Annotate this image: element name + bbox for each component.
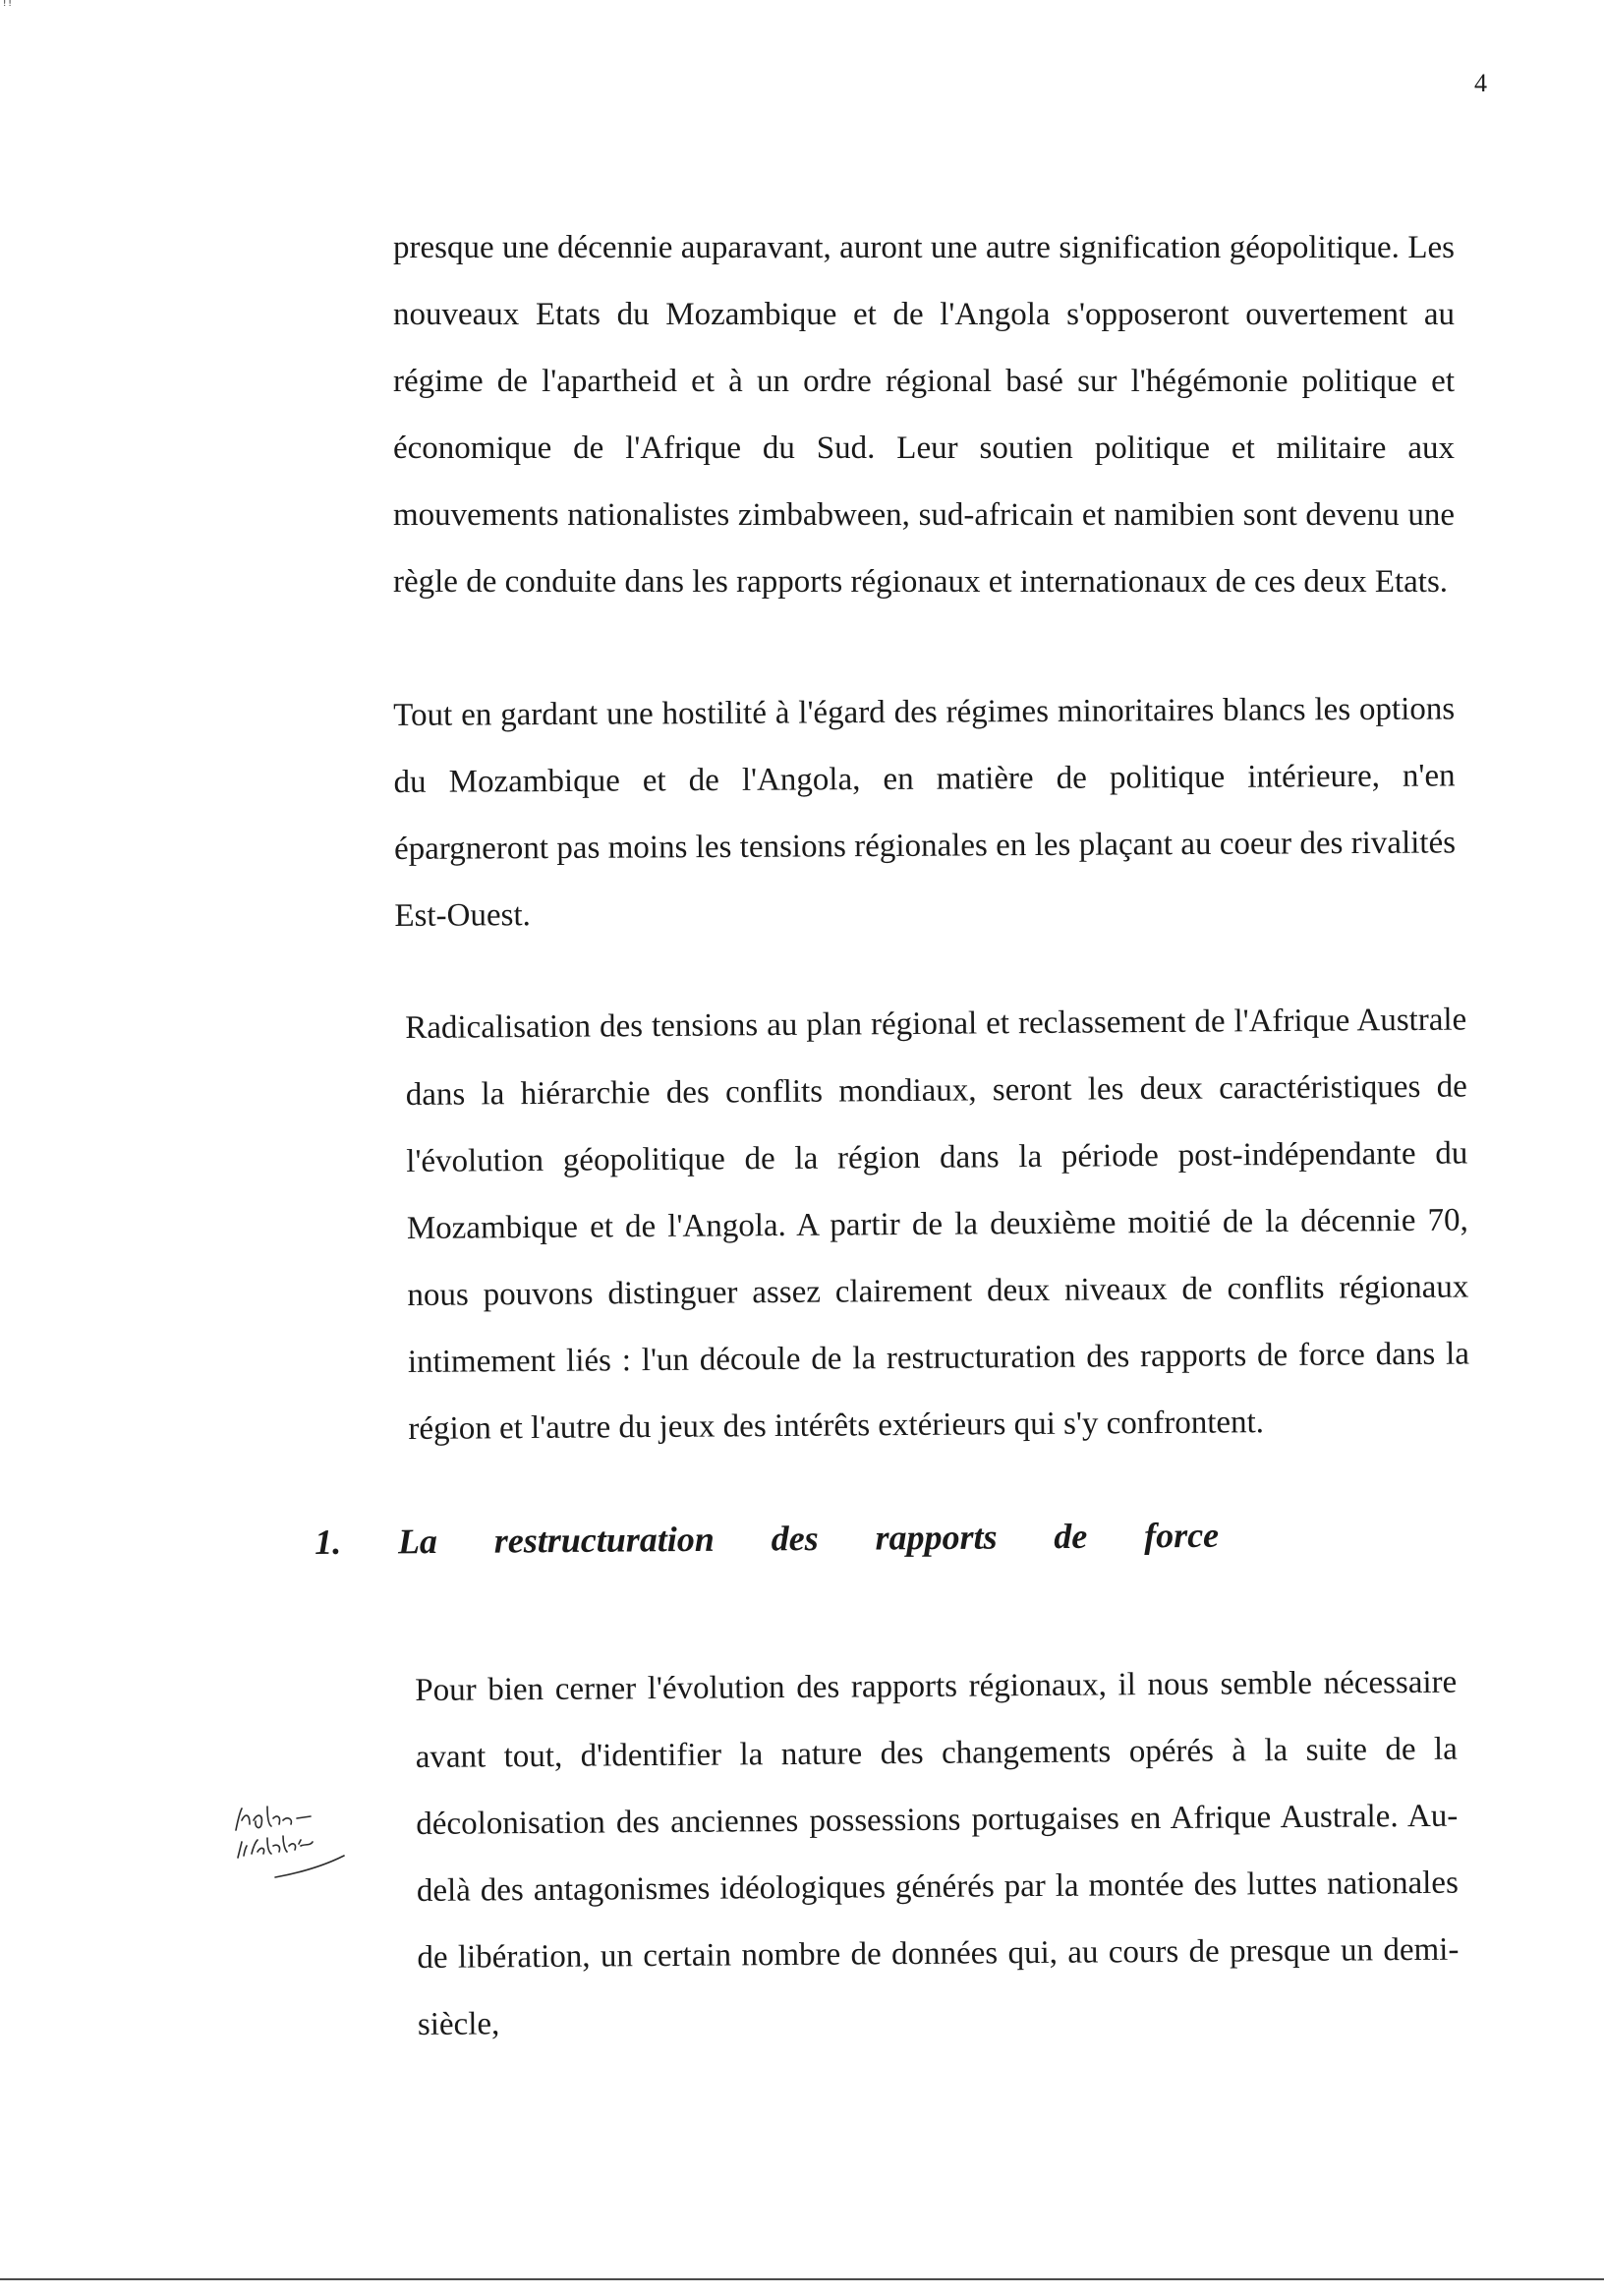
section-heading-word: rapports — [875, 1517, 998, 1558]
page-number: 4 — [1474, 69, 1487, 97]
paragraph-1: presque une décennie auparavant, auront une autre signification géopolitique. Les nouveaux Etats du Mozambique et de l'Angola s'opposeront ouvertement au régime de l'apartheid et à un ordre régional basé sur l'hégémonie politique et économique de l'Afrique du Sud. Leur soutien politique et militaire aux mouvements nationalistes zimbabween, sud-africain et namibien sont devenu une règle de conduite dans les rapports régionaux et internationaux de ces deux Etats. — [393, 230, 1455, 600]
section-heading-word: La — [397, 1521, 438, 1562]
section-heading-word: restructuration — [493, 1519, 716, 1561]
section-heading — [315, 1515, 1219, 1563]
paragraph-3: Radicalisation des tensions au plan régional et reclassement de l'Afrique Australe dans la hiérarchie des conflits mondiaux, seront les deux caractéristiques de l'évolution géopolitique de la région dans la période post-indépendante du Mozambique et de l'Angola. A partir de la deuxième moitié de la décennie 70, nous pouvons distinguer assez clairement deux niveaux de conflits régionaux intimement liés : l'un découle de la restructuration des rapports de force dans la région et l'autre du jeux des intérêts extérieurs qui s'y confrontent. — [405, 1002, 1470, 1447]
paragraph-4: Pour bien cerner l'évolution des rapports régionaux, il nous semble nécessaire avant tout, d'identifier la nature des changements opérés à la suite de la décolonisation des anciennes possessions portugaises en Afrique Australe. Au-delà des antagonismes idéologiques générés par la montée des luttes nationales de libération, un certain nombre de données qui, au cours de presque un demi-siècle, — [415, 1664, 1460, 2042]
scan-artifact-mark: !! — [2, 0, 13, 9]
section-heading-word: force — [1143, 1515, 1220, 1556]
paragraph-2: Tout en gardant une hostilité à l'égard des régimes minoritaires blancs les options du Mozambique et de l'Angola, en matière de politique intérieure, n'en épargneront pas moins les tensions régionales en les plaçant au coeur des rivalités Est-Ouest. — [393, 691, 1457, 934]
section-heading-number: 1. — [315, 1521, 342, 1562]
section-heading-word: de — [1054, 1516, 1088, 1557]
section-heading-word: des — [771, 1518, 819, 1559]
scan-bottom-edge — [0, 2278, 1604, 2280]
handwritten-margin-note — [228, 1791, 366, 1899]
